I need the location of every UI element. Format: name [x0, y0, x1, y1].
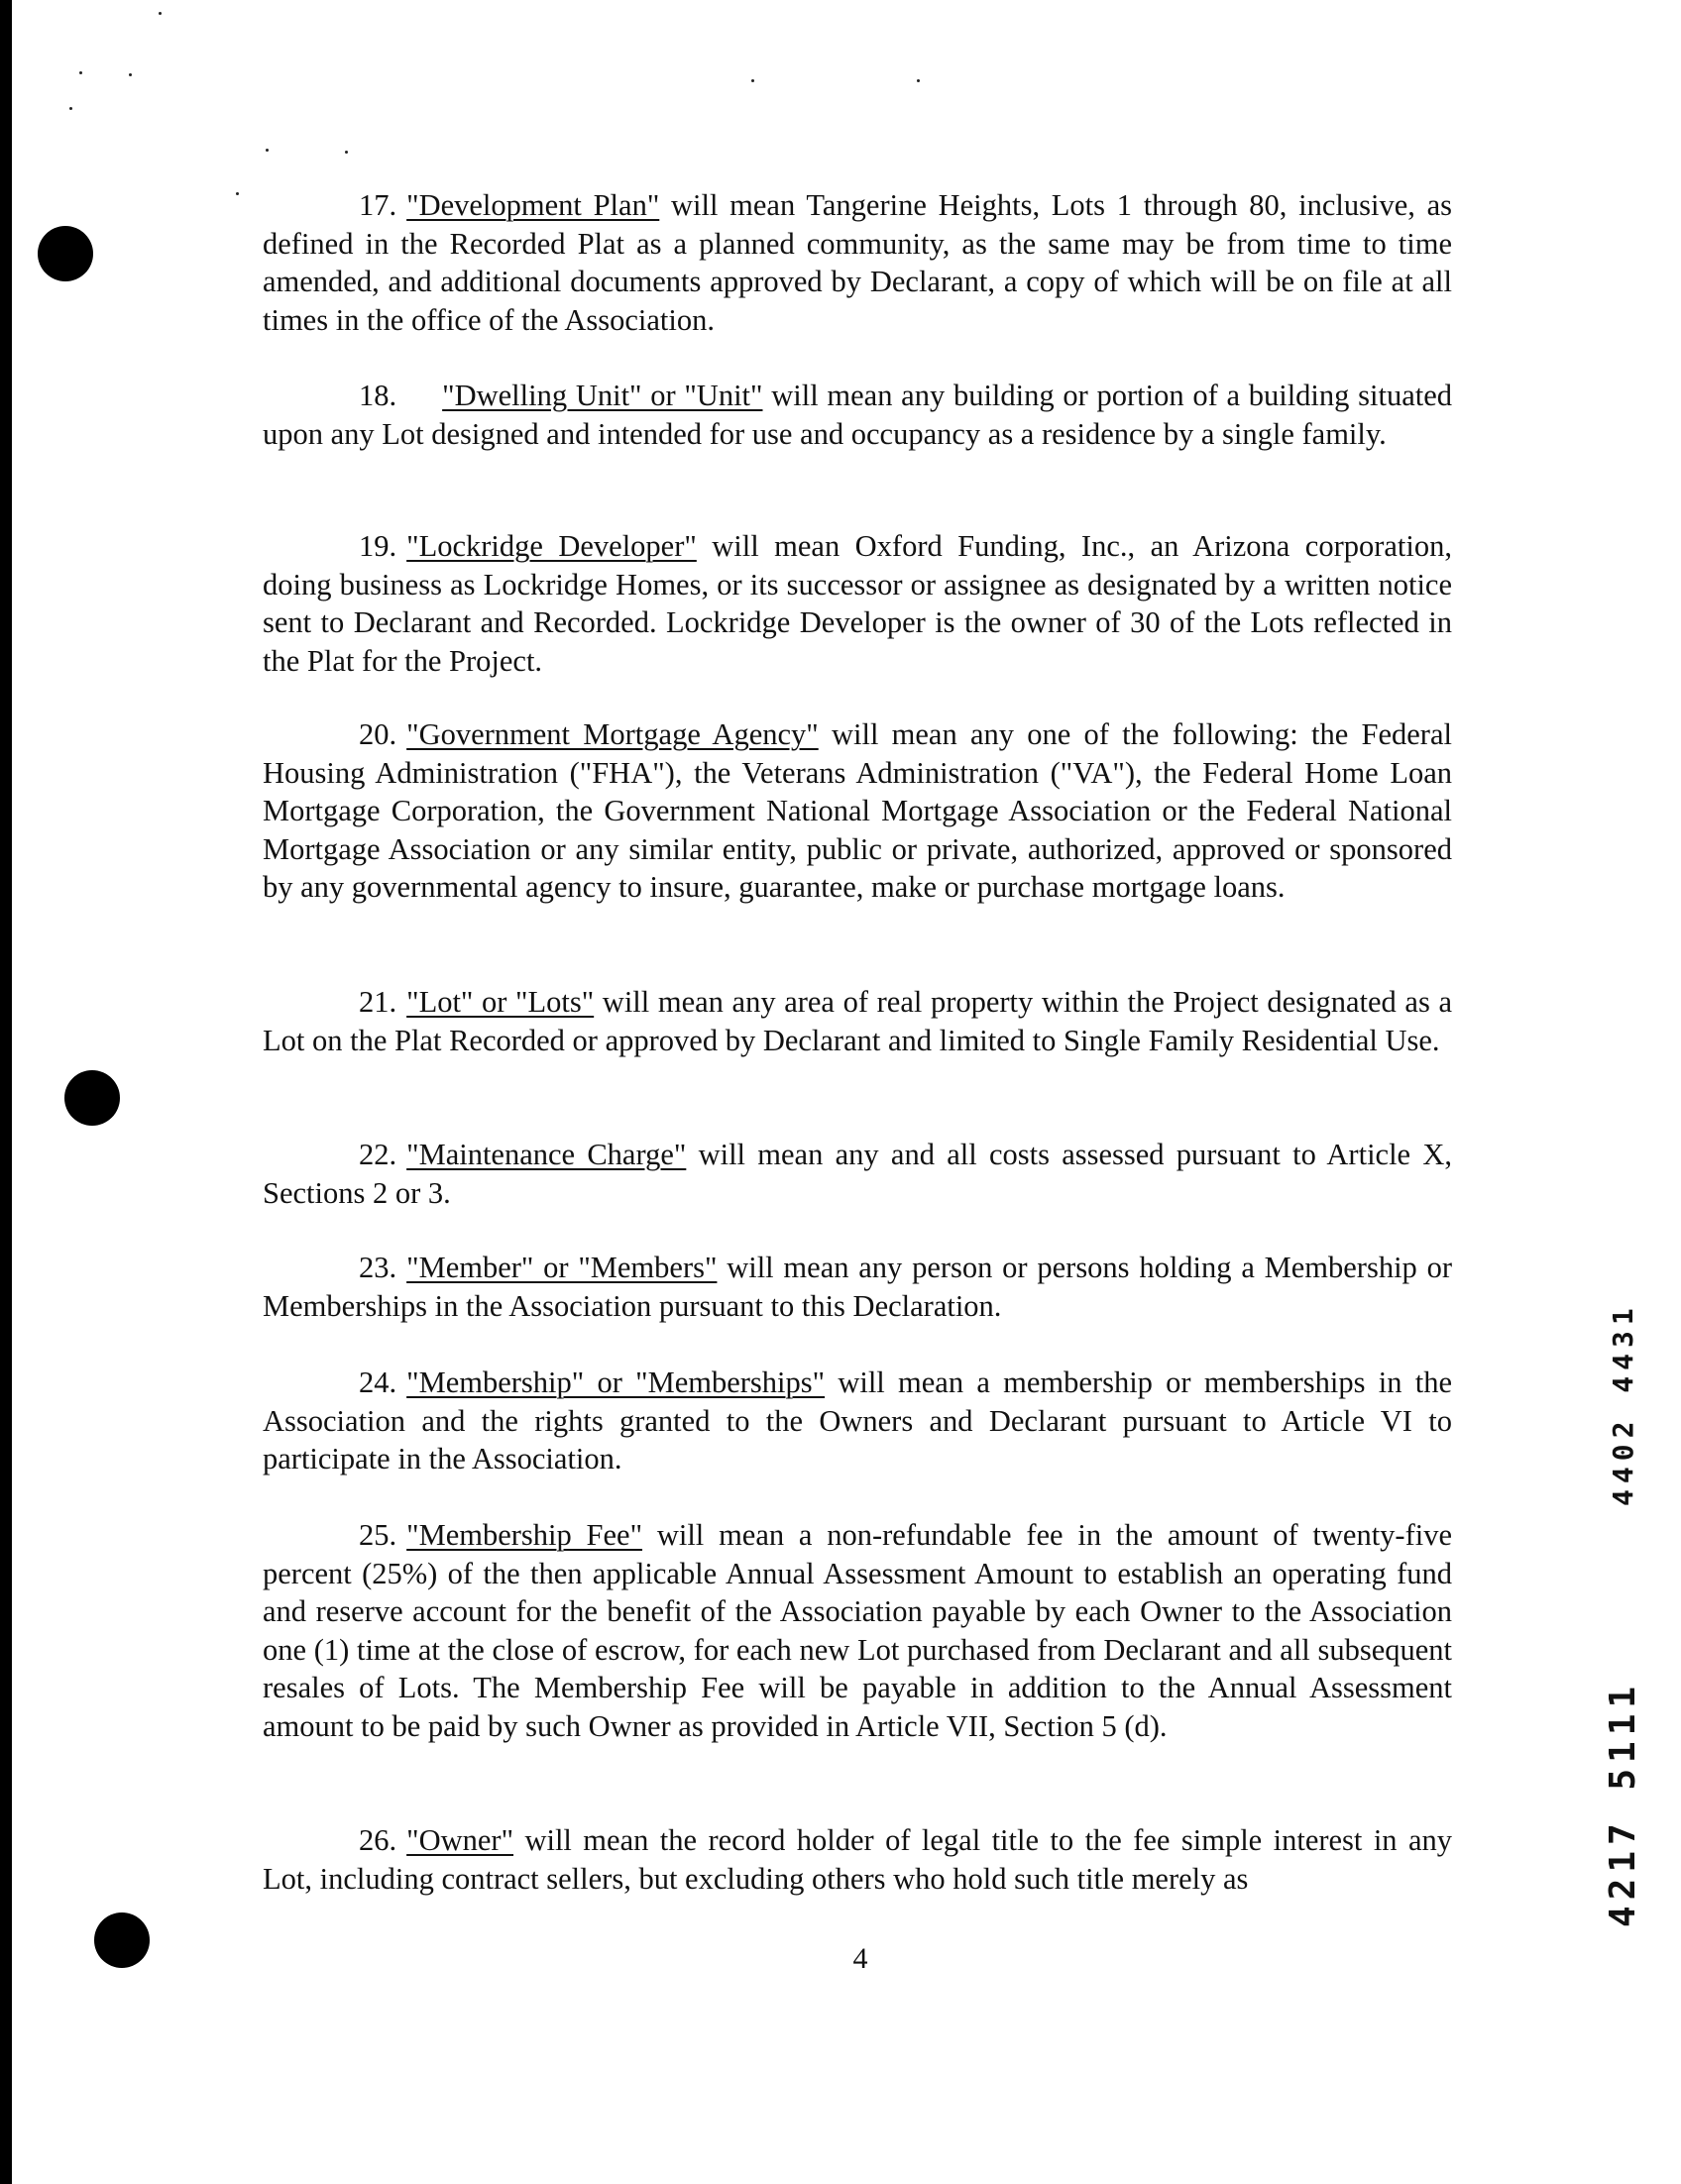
paragraph-number: 25. — [359, 1518, 397, 1552]
paragraph-26 — [263, 1821, 1452, 1898]
paragraph-number: 24. — [359, 1365, 397, 1399]
punch-hole-bottom — [94, 1912, 150, 1968]
paragraph-number: 26. — [359, 1823, 397, 1857]
paragraph-number: 21. — [359, 985, 397, 1019]
paragraph-20 — [263, 715, 1452, 907]
paragraph-19 — [263, 527, 1452, 680]
scan-speck — [69, 107, 72, 110]
defined-term: "Development Plan" — [406, 188, 660, 222]
paragraph-text: will mean any one of the following: the Federal Housing Administration ("FHA"), the Veterans Administration ("VA"), the Federal Home Loan Mortgage Corporation, the Government National Mortgage Association or the Federal National Mortgage Association or any similar entity, public or private, authorized, approved or sponsored by any governmental agency to insure, guarantee, make or purchase mortgage loans. — [263, 717, 1452, 904]
punch-hole-middle — [64, 1070, 120, 1126]
scan-speck — [236, 192, 239, 195]
paragraph-23 — [263, 1249, 1452, 1325]
paragraph-number: 23. — [359, 1251, 397, 1284]
paragraph-25 — [263, 1516, 1452, 1745]
paragraph-number: 17. — [359, 188, 397, 222]
paragraph-text: will mean any area of real property within the Project designated as a Lot on the Plat Recorded or approved by Declarant and limited to Single Family Residential Use. — [263, 985, 1452, 1057]
defined-term: "Lot" or "Lots" — [406, 985, 595, 1019]
paragraph-17 — [263, 186, 1452, 339]
paragraph-number: 18. — [359, 379, 397, 412]
scan-speck — [345, 151, 348, 154]
paragraph-22 — [263, 1136, 1452, 1212]
paragraph-number: 20. — [359, 717, 397, 751]
defined-term: "Government Mortgage Agency" — [406, 717, 819, 751]
page-number: 4 — [852, 1942, 868, 1975]
paragraph-text: will mean a non-refundable fee in the amount of twenty-five percent (25%) of the then applicable Annual Assessment Amount to establish an operating fund and reserve account for the benefit of the Association payable by each Owner to the Association one (1) time at the close of escrow, for each new Lot purchased from Declarant and all subsequent resales of Lots. The Membership Fee will be payable in addition to the Annual Assessment amount to be paid by such Owner as provided in Article VII, Section 5 (d). — [263, 1518, 1452, 1743]
scan-speck — [266, 149, 269, 152]
defined-term: "Membership Fee" — [406, 1518, 643, 1552]
paragraph-text: will mean the record holder of legal title to the fee simple interest in any Lot, including contract sellers, but excluding others who hold such title merely as — [263, 1823, 1452, 1896]
defined-term: "Maintenance Charge" — [406, 1138, 687, 1171]
paragraph-text: will mean Tangerine Heights, Lots 1 through 80, inclusive, as defined in the Recorded Plat as a planned community, as the same may be from time to time amended, and additional documents approved by Declarant, a copy of which will be on file at all times in the office of the Association. — [263, 188, 1452, 337]
scan-speck — [159, 12, 162, 15]
defined-term: "Lockridge Developer" — [406, 529, 697, 563]
paragraph-text: will mean any and all costs assessed pursuant to Article X, Sections 2 or 3. — [263, 1138, 1452, 1210]
paragraph-text: will mean any person or persons holding a Membership or Memberships in the Association pursuant to this Declaration. — [263, 1251, 1452, 1323]
recording-stamp-lower: 4217 5111 — [1603, 1680, 1643, 1927]
paragraph-number: 19. — [359, 529, 397, 563]
defined-term: "Dwelling Unit" or "Unit" — [442, 379, 763, 412]
defined-term: "Member" or "Members" — [406, 1251, 718, 1284]
scan-left-edge — [0, 0, 12, 2184]
paragraph-21 — [263, 983, 1452, 1059]
scan-speck — [129, 73, 132, 76]
paragraph-text: will mean any building or portion of a building situated upon any Lot designed and intended for use and occupancy as a residence by a single family. — [263, 379, 1452, 451]
punch-hole-top — [38, 226, 93, 281]
scan-speck — [79, 71, 82, 74]
paragraph-text: will mean Oxford Funding, Inc., an Arizona corporation, doing business as Lockridge Homes, or its successor or assignee as designated by a written notice sent to Declarant and Recorded. Lockridge Developer is the owner of 30 of the Lots reflected in the Plat for the Project. — [263, 529, 1452, 678]
paragraph-number: 22. — [359, 1138, 397, 1171]
scan-speck — [751, 79, 754, 82]
defined-term: "Owner" — [406, 1823, 514, 1857]
recording-stamp-upper: 4402 4431 — [1607, 1302, 1639, 1506]
paragraph-24 — [263, 1364, 1452, 1478]
paragraph-text: will mean a membership or memberships in the Association and the rights granted to the Owners and Declarant pursuant to Article VI to participate in the Association. — [263, 1365, 1452, 1475]
scan-speck — [917, 79, 920, 82]
defined-term: "Membership" or "Memberships" — [406, 1365, 826, 1399]
paragraph-18 — [263, 377, 1452, 453]
